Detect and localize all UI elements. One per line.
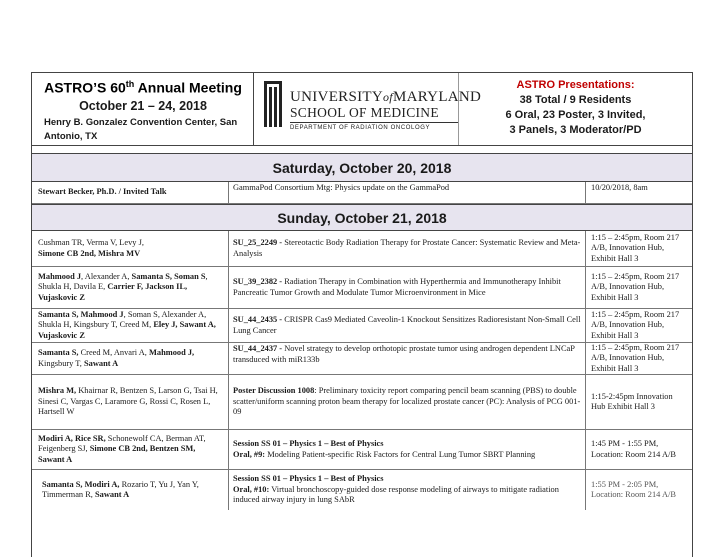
- session-text: 1:15 – 2:45pm, Room 217 A/B, Innovation Hub, Exhibit Hall 3: [591, 342, 680, 373]
- presentations-line-1: 38 Total / 9 Residents: [519, 94, 632, 106]
- table-row: [32, 430, 692, 470]
- table-row: [32, 470, 692, 510]
- title-cell: [229, 375, 586, 429]
- session-text: 1:15 – 2:45pm, Room 217 A/B, Innovation Hub, Exhibit Hall 3: [591, 309, 680, 340]
- abstract-code: Oral, #9:: [233, 449, 266, 459]
- title-cell: [229, 231, 586, 266]
- table-row: [32, 309, 692, 343]
- authors-cell: Samanta S, Mahmood J, Soman S, Alexander A, Shukla H, Kingsbury T, Creed M, Eley J, Sawant A, Vujaskovic Z: [32, 309, 229, 342]
- title-text: Stereotactic Body Radiation Therapy for Prostate Cancer: Systematic Review and Meta-Analysis: [233, 238, 581, 258]
- logo-department: DEPARTMENT OF RADIATION ONCOLOGY: [290, 125, 431, 131]
- authors-text: Cushman TR, Verma V, Levy J,: [38, 238, 144, 247]
- meeting-title-main: ASTRO’S 60: [44, 79, 126, 96]
- session-title: Session SS 01 – Physics 1 – Best of Physics: [233, 439, 384, 448]
- session-text: 1:15 – 2:45pm, Room 217 A/B, Innovation Hub, Exhibit Hall 3: [591, 271, 680, 302]
- authors-cell: Mishra M, Khairnar R, Bentzen S, Larson G, Tsai H, Sinesi C, Vargas C, Laramore G, Rossi C, Rosen L, Hartsell W: [32, 375, 229, 429]
- session-cell: [586, 470, 692, 510]
- meeting-dates: October 21 – 24, 2018: [79, 99, 207, 113]
- session-text: 1:45 PM - 1:55 PM, Location: Room 214 A/B: [591, 439, 676, 459]
- table-row: [32, 182, 692, 204]
- meeting-title-rest: Annual Meeting: [134, 79, 242, 96]
- authors-cell: Modiri A, Rice SR, Schonewolf CA, Berman AT, Feigenberg SJ, Simone CB 2nd, Bentzen SM, Sawant A: [32, 430, 229, 469]
- title-cell: [229, 309, 586, 342]
- title-text: Virtual bronchoscopy-guided dose response modeling of airways to mitigate radiation induced airway injury in lung SAbR: [233, 484, 559, 505]
- authors-cell: Mahmood J, Alexander A, Samanta S, Soman S, Shukla H, Davila E, Carrier F, Jackson IL, Vujaskovic Z: [32, 267, 229, 308]
- title-cell: [229, 182, 586, 203]
- authors-text: Stewart Becker, Ph.D. / Invited Talk: [38, 187, 167, 197]
- logo-university-name: UNIVERSITYofMARYLAND: [290, 89, 482, 105]
- abstract-code: SU_39_2382 -: [233, 277, 285, 286]
- presentations-line-2: 6 Oral, 23 Poster, 3 Invited,: [505, 109, 646, 121]
- abstract-code: SU_25_2249 -: [233, 238, 285, 247]
- title-text: Novel strategy to develop orthotopic prostate tumor using androgen dependent LNCaP transduced with miR133b: [233, 344, 575, 364]
- session-cell: [586, 343, 692, 374]
- session-cell: [586, 430, 692, 469]
- session-text: 1:55 PM - 2:05 PM, Location: Room 214 A/B: [591, 479, 676, 499]
- session-text: 1:15 – 2:45pm, Room 217 A/B, Innovation Hub, Exhibit Hall 3: [591, 232, 680, 263]
- authors-cell: [32, 231, 229, 266]
- day-header-saturday: Saturday, October 20, 2018: [32, 153, 692, 182]
- title-text: GammaPod Consortium Mtg: Physics update on the GammaPod: [233, 183, 450, 192]
- abstract-code: SU_44_2435 -: [233, 315, 285, 324]
- title-cell: [229, 470, 586, 510]
- schedule-sheet: [31, 72, 693, 557]
- logo-school-name: SCHOOL OF MEDICINE: [290, 105, 439, 120]
- table-row: [32, 267, 692, 309]
- meeting-title-sup: th: [125, 79, 135, 89]
- abstract-code: SU_44_2437 -: [233, 344, 285, 353]
- presentations-title: ASTRO Presentations:: [516, 79, 635, 91]
- table-row: [32, 375, 692, 430]
- logo-divider: [290, 122, 458, 123]
- table-row: [32, 343, 692, 375]
- title-text: Modeling Patient-specific Risk Factors for Central Lung Tumor SBRT Planning: [265, 449, 536, 459]
- title-cell: [229, 430, 586, 469]
- meeting-info: [32, 73, 254, 145]
- session-text: 1:15-2:45pm Innovation Hub Exhibit Hall 3: [591, 391, 673, 411]
- title-text: Radiation Therapy in Combination with Hyperthermia and Immunotherapy Inhibit Pancreatic Tumor Growth and Modulate Tumor Microenvironment in Mice: [233, 277, 561, 297]
- title-cell: [229, 343, 586, 374]
- session-cell: [586, 309, 692, 342]
- authors-cell: Samanta S, Creed M, Anvari A, Mahmood J, Kingsbury T, Sawant A: [32, 343, 229, 374]
- meeting-title: [32, 79, 254, 96]
- session-title: Session SS 01 – Physics 1 – Best of Physics: [233, 474, 384, 484]
- day-header-sunday: Sunday, October 21, 2018: [32, 204, 692, 231]
- authors-cell: [32, 182, 229, 203]
- session-cell: [586, 231, 692, 266]
- table-row: [32, 231, 692, 267]
- session-cell: [586, 267, 692, 308]
- title-cell: [229, 267, 586, 308]
- title-text: : Preliminary toxicity report comparing pencil beam scanning (PBS) to double scatter/uniform scanning proton beam therapy for localized prostate cancer (PC): Analysis of PCG 001-09: [233, 386, 581, 417]
- session-cell: [586, 182, 692, 203]
- presentations-line-3: 3 Panels, 3 Moderator/PD: [509, 124, 642, 136]
- abstract-code: Oral, #10:: [233, 484, 270, 494]
- authors-cell: Samanta S, Modiri A, Rozario T, Yu J, Yan Y, Timmerman R, Sawant A: [32, 470, 229, 510]
- abstract-code: Poster Discussion 1008: [233, 386, 315, 396]
- session-cell: [586, 375, 692, 429]
- spacer-row: [32, 145, 692, 153]
- header: [32, 73, 692, 145]
- logo-mark-icon: [264, 81, 284, 127]
- title-text: CRISPR Cas9 Mediated Caveolin-1 Knockout Sensitizes Radioresistant Non-Small Cell Lung Cancer: [233, 315, 581, 335]
- authors-bold-text: Simone CB 2nd, Mishra MV: [38, 248, 141, 258]
- university-logo: [264, 77, 482, 137]
- presentations-summary: [458, 73, 692, 145]
- session-text: 10/20/2018, 8am: [591, 183, 648, 192]
- meeting-venue: Henry B. Gonzalez Convention Center, San Antonio, TX: [44, 117, 238, 142]
